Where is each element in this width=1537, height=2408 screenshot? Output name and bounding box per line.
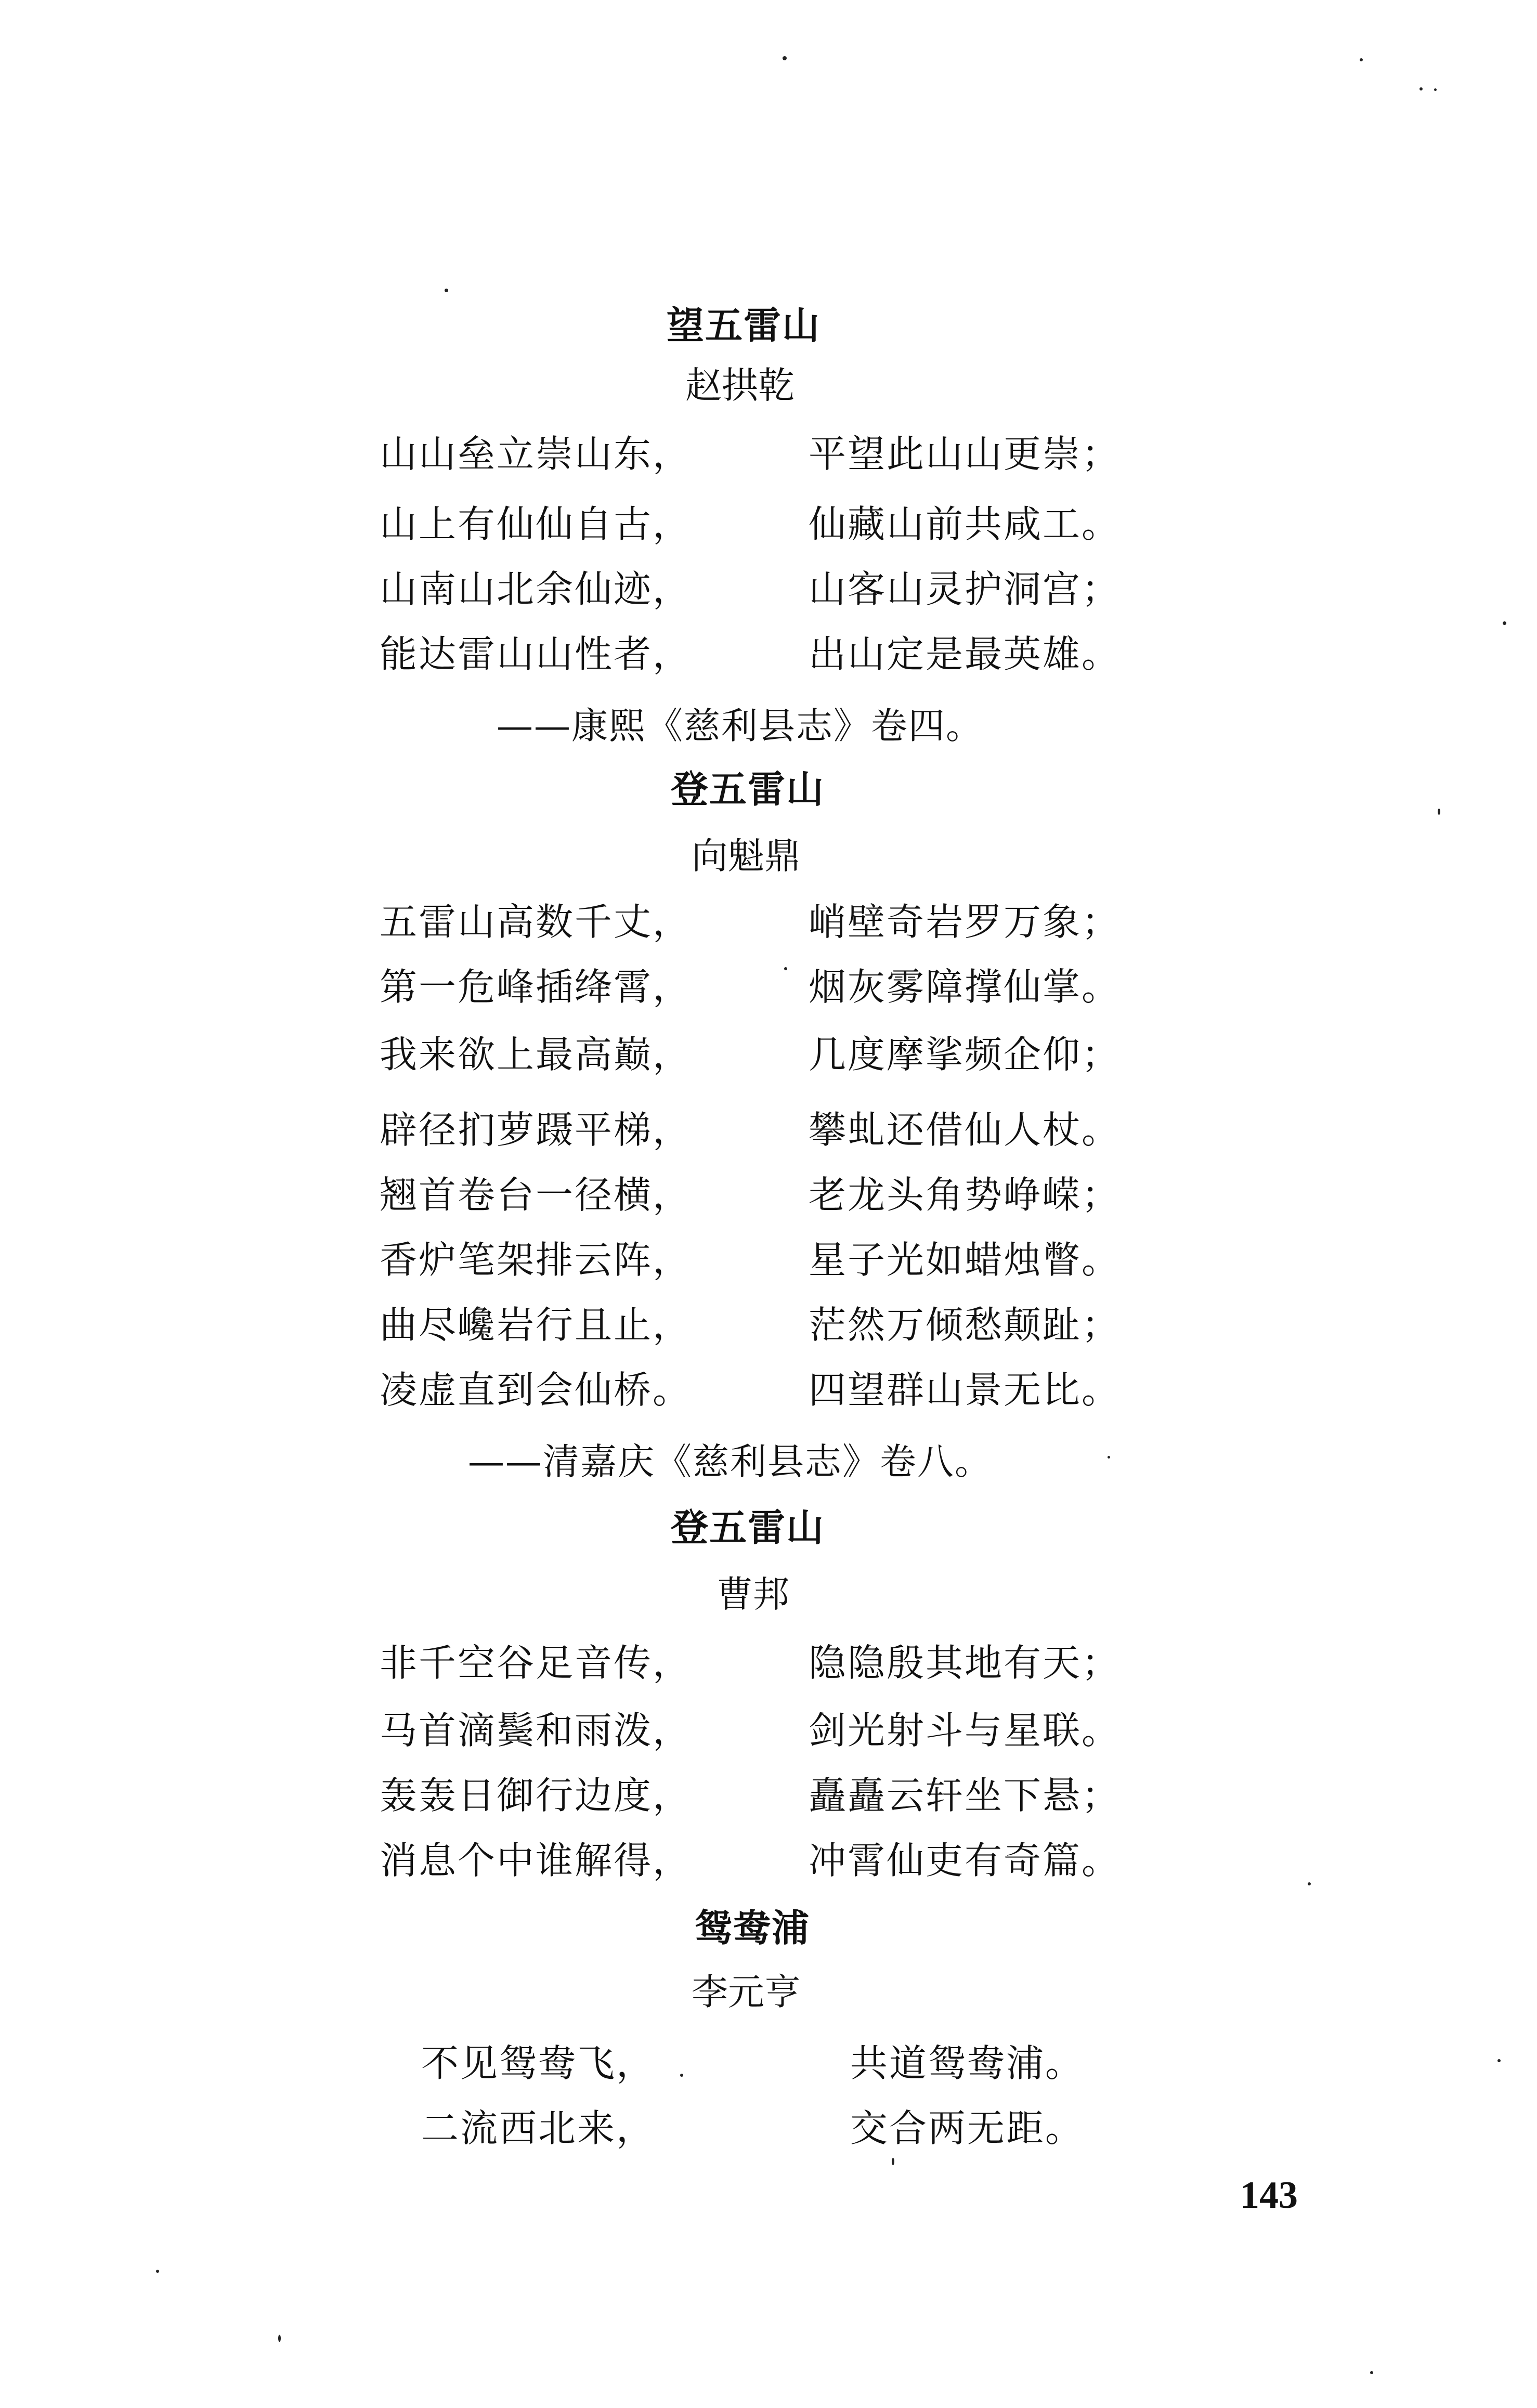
poem-line-second-half: 仙藏山前共咸工。 (809, 502, 1121, 546)
poem-line-first-half: 二流西北来， (421, 2106, 656, 2150)
poem-title: 望五雷山 (667, 303, 821, 347)
scan-speck (892, 2158, 894, 2165)
poem-line-second-half: 星子光如蜡烛瞥。 (809, 1238, 1121, 1282)
poem-line-first-half: 消息个中谁解得， (380, 1839, 692, 1882)
poem-line-first-half: 能达雷山山性者， (380, 632, 692, 676)
poem-line-first-half: 曲尽巉岩行且止， (380, 1303, 692, 1347)
scan-speck (1497, 2059, 1501, 2062)
poem-line-first-half: 香炉笔架排云阵， (380, 1238, 692, 1282)
poem-line-second-half: 峭壁奇岩罗万象； (809, 900, 1121, 944)
poem-line-first-half: 不见鸳鸯飞， (421, 2041, 656, 2085)
poem-line-first-half: 山山垒立崇山东， (380, 432, 692, 476)
poem-line-first-half: 轰轰日御行边度， (380, 1774, 692, 1817)
poem-author: 向魁鼎 (692, 835, 801, 877)
scan-speck (1419, 87, 1423, 90)
poem-line-first-half: 我来欲上最高巅， (380, 1033, 692, 1076)
scan-speck (784, 967, 787, 970)
poem-line-first-half: 第一危峰插绛霄， (380, 965, 692, 1009)
scan-speck (445, 289, 448, 292)
poem-line-second-half: 烟灰雾障撑仙掌。 (809, 965, 1121, 1009)
poem-title: 登五雷山 (671, 1505, 825, 1550)
poem-line-second-half: 冲霄仙吏有奇篇。 (809, 1839, 1121, 1882)
poem-line-second-half: 出山定是最英雄。 (809, 632, 1121, 676)
scan-speck (1108, 1456, 1110, 1459)
scan-speck (1370, 2371, 1373, 2374)
poem-line-first-half: 翘首卷台一径横， (380, 1173, 692, 1217)
poem-line-second-half: 交合两无距。 (850, 2106, 1085, 2150)
poem-source: ——康熙《慈利县志》卷四。 (497, 705, 983, 747)
scan-speck (680, 2074, 683, 2077)
page-number: 143 (1240, 2174, 1298, 2217)
poem-author: 李元亨 (692, 1971, 801, 2013)
poem-author: 赵拱乾 (685, 364, 794, 407)
poem-line-first-half: 非千空谷足音传， (380, 1641, 692, 1685)
poem-line-second-half: 山客山灵护洞宫； (809, 567, 1121, 611)
poem-author: 曹邦 (717, 1573, 789, 1616)
poem-line-first-half: 马首滴鬓和雨泼， (380, 1709, 692, 1752)
poem-line-second-half: 攀虬还借仙人杖。 (809, 1108, 1121, 1152)
poem-line-second-half: 四望群山景无比。 (809, 1368, 1121, 1412)
poem-line-second-half: 几度摩挲频企仰； (809, 1033, 1121, 1076)
scan-speck (783, 56, 787, 60)
scan-speck (1308, 1882, 1311, 1885)
poem-line-second-half: 老龙头角势峥嵘； (809, 1173, 1121, 1217)
poem-title: 鸳鸯浦 (695, 1906, 811, 1950)
poem-line-first-half: 辟径扪萝蹑平梯， (380, 1108, 692, 1152)
poem-line-first-half: 山南山北余仙迹， (380, 567, 692, 611)
scan-speck (1360, 58, 1363, 61)
poem-line-first-half: 五雷山高数千丈， (380, 900, 692, 944)
poem-line-second-half: 共道鸳鸯浦。 (850, 2041, 1085, 2085)
scan-speck (1503, 621, 1506, 625)
poem-line-second-half: 平望此山山更崇； (809, 432, 1121, 476)
poem-line-first-half: 凌虚直到会仙桥。 (380, 1368, 692, 1412)
poem-line-second-half: 剑光射斗与星联。 (809, 1709, 1121, 1752)
poem-title: 登五雷山 (671, 767, 825, 811)
scan-speck (1438, 809, 1440, 815)
scan-speck (156, 2270, 159, 2273)
scan-speck (278, 2335, 281, 2342)
poem-line-second-half: 隐隐殷其地有天； (809, 1641, 1121, 1685)
poem-source: ——清嘉庆《慈利县志》卷八。 (468, 1440, 992, 1483)
poem-line-first-half: 山上有仙仙自古， (380, 502, 692, 546)
poem-line-second-half: 矗矗云轩坐下悬； (809, 1774, 1121, 1817)
scan-speck (1434, 88, 1437, 91)
poem-line-second-half: 茫然万倾愁颠趾； (809, 1303, 1121, 1347)
